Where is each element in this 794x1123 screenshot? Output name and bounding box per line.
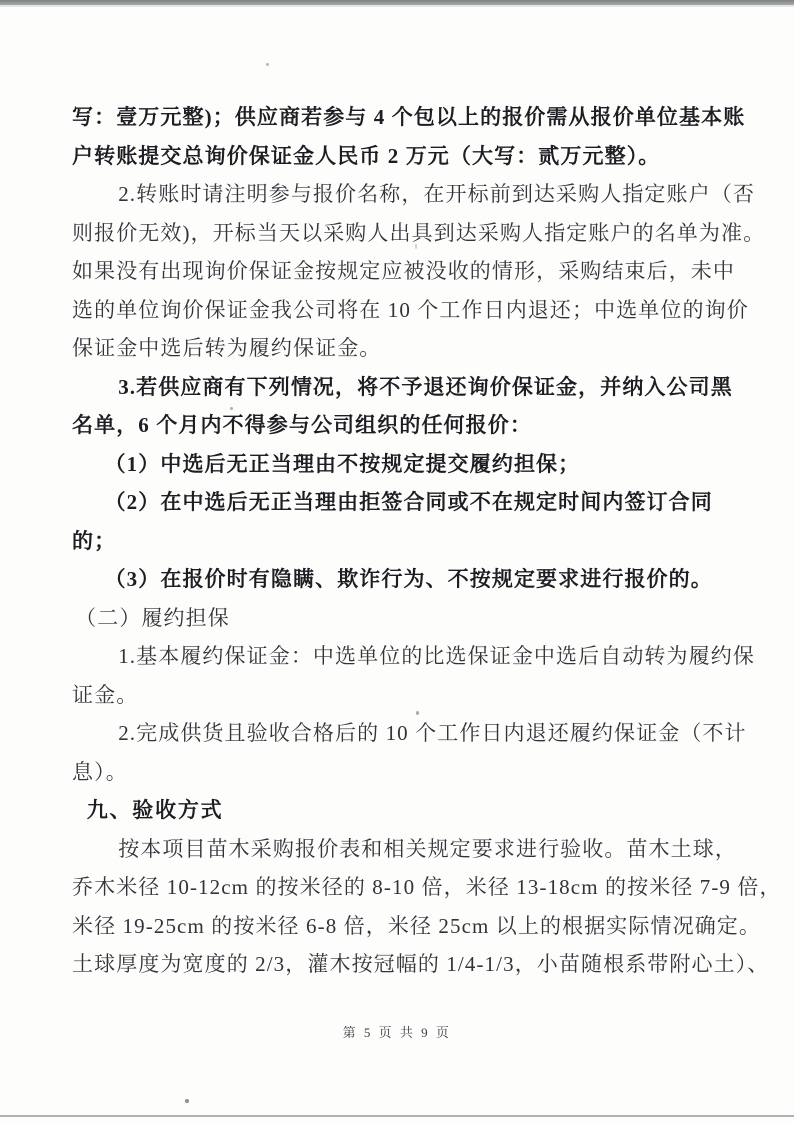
- text-line: 写：壹万元整)；供应商若参与 4 个包以上的报价需从报价单位基本账: [72, 105, 746, 129]
- scan-speck: [185, 1099, 189, 1103]
- text-line: 2.完成供货且验收合格后的 10 个工作日内退还履约保证金（不计: [118, 721, 747, 745]
- text-line: 土球厚度为宽度的 2/3，灌木按冠幅的 1/4-1/3，小苗随根系带附心土）、: [72, 952, 770, 976]
- scan-speck: [230, 407, 233, 410]
- text-line: 如果没有出现询价保证金按规定应被没收的情形，采购结束后，未中: [72, 259, 735, 283]
- text-line: 证金。: [72, 682, 139, 707]
- page-number: 第 5 页 共 9 页: [342, 1025, 452, 1040]
- scan-edge-top-highlight: [0, 5, 794, 7]
- text-line: 则报价无效)，开标当天以采购人出具到达采购人指定账户的名单为准。: [72, 220, 766, 245]
- text-line: 息）。: [72, 759, 128, 784]
- text-line: 的；: [72, 528, 117, 553]
- text-line: 选的单位询价保证金我公司将在 10 个工作日内退还；中选单位的询价: [72, 297, 749, 322]
- scan-speck: [415, 244, 417, 249]
- text-line: 按本项目苗木采购报价表和相关规定要求进行验收。苗木土球，: [118, 836, 737, 861]
- text-line: 乔木米径 10-12cm 的按米径的 8-10 倍，米径 13-18cm 的按米径 7-9 倍，: [72, 875, 782, 899]
- text-line: 户转账提交总询价保证金人民币 2 万元（大写：贰万元整）。: [72, 143, 661, 168]
- text-line: 米径 19-25cm 的按米径 6-8 倍，米径 25cm 以上的根据实际情况确定。: [72, 913, 761, 938]
- text-line: 保证金中选后转为履约保证金。: [72, 336, 382, 360]
- text-line: 1.基本履约保证金：中选单位的比选保证金中选后自动转为履约保: [118, 644, 755, 668]
- text-line: 名单，6 个月内不得参与公司组织的任何报价：: [72, 413, 532, 437]
- text-line: （3）在报价时有隐瞒、欺诈行为、不按规定要求进行报价的。: [104, 567, 713, 591]
- scan-edge-bottom: [0, 1115, 794, 1117]
- text-line: 2.转账时请注明参与报价名称，在开标前到达采购人指定账户（否: [118, 182, 755, 206]
- text-line: （2）在中选后无正当理由拒签合同或不在规定时间内签订合同: [104, 490, 713, 514]
- scan-speck: [416, 711, 419, 715]
- text-line: （二）履约担保: [75, 605, 230, 630]
- scan-speck: [266, 63, 269, 66]
- text-line: 九、验收方式: [86, 798, 224, 822]
- text-line: 3.若供应商有下列情况，将不予退还询价保证金，并纳入公司黑: [118, 374, 733, 399]
- text-line: （1）中选后无正当理由不按规定提交履约担保；: [104, 451, 581, 476]
- document-body: [72, 98, 782, 984]
